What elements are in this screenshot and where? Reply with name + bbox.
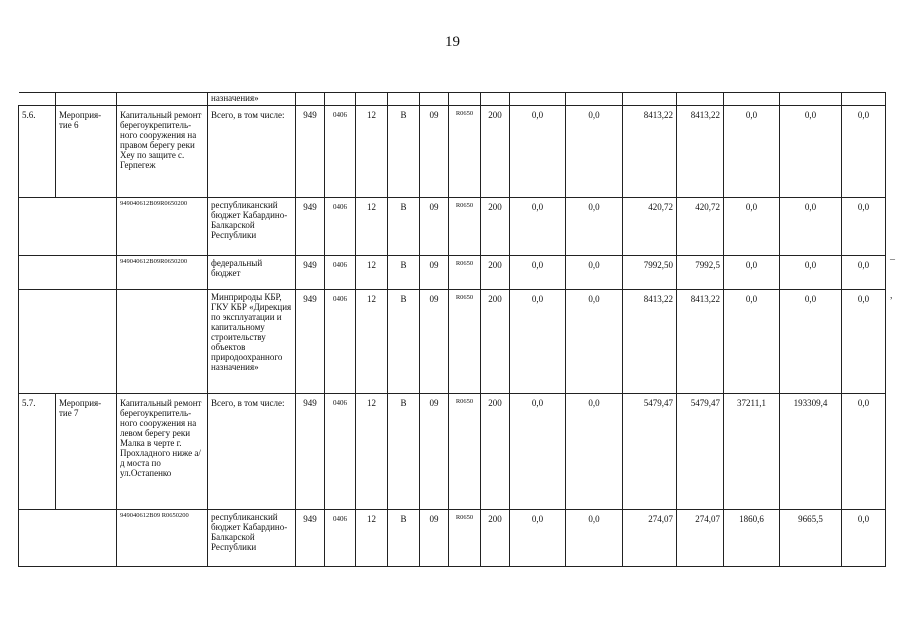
cell-c1: 949 [296,394,325,510]
cell-c7: 200 [481,198,510,256]
cell-c6: R0650 [449,510,481,567]
cell [724,93,780,106]
cell [677,93,724,106]
cell-v6: 0,0 [780,106,842,198]
cell-c4: В [388,256,420,290]
cell-c5: 09 [420,510,449,567]
cell-c3: 12 [356,198,388,256]
cell-c6: R0650 [449,394,481,510]
cell-c3: 12 [356,256,388,290]
cell [19,510,117,567]
table-row [19,394,886,510]
cell-v4: 8413,22 [677,106,724,198]
cell-v7: 0,0 [842,510,886,567]
cell-v2: 0,0 [566,394,623,510]
cell-c5: 09 [420,198,449,256]
cell-c5: 09 [420,394,449,510]
cell-id: 5.6. [19,106,56,198]
cell-c1: 949 [296,198,325,256]
cell-v1: 0,0 [510,106,566,198]
cell-v5: 0,0 [724,198,780,256]
cell-v2: 0,0 [566,106,623,198]
cell-v4: 8413,22 [677,290,724,394]
cell-c5: 09 [420,106,449,198]
cell [623,93,677,106]
cell-c7: 200 [481,290,510,394]
cell-title: Мероприя- тие 6 [56,106,117,198]
cell-c3: 12 [356,510,388,567]
table-row [19,198,886,256]
cell-code: 949040612В09R0650200 [117,198,208,256]
cell-v5: 37211,1 [724,394,780,510]
cell-c6: R0650 [449,290,481,394]
margin-mark: – [890,254,895,265]
cell [19,290,117,394]
cell [420,93,449,106]
cell-v3: 7992,50 [623,256,677,290]
cell-v3: 5479,47 [623,394,677,510]
cell-c4: В [388,198,420,256]
cell-c2: 0406 [325,394,356,510]
cell-c2: 0406 [325,510,356,567]
cell-v1: 0,0 [510,198,566,256]
cell-title: Мероприя- тие 7 [56,394,117,510]
cell-v1: 0,0 [510,290,566,394]
cell [19,256,117,290]
cell-v6: 0,0 [780,256,842,290]
cell [56,93,117,106]
margin-mark: , [890,290,893,301]
cell [449,93,481,106]
page-number: 19 [445,34,460,50]
table-row [19,93,886,106]
cell-c7: 200 [481,106,510,198]
cell-v3: 8413,22 [623,106,677,198]
cell-v6: 0,0 [780,198,842,256]
cell-v1: 0,0 [510,510,566,567]
cell-v7: 0,0 [842,394,886,510]
cell-c4: В [388,106,420,198]
cell-v7: 0,0 [842,198,886,256]
cell [842,93,886,106]
table-row [19,290,886,394]
cell [19,93,56,106]
cell-v3: 420,72 [623,198,677,256]
cell-v4: 420,72 [677,198,724,256]
cell-c1: 949 [296,510,325,567]
cell-v5: 0,0 [724,106,780,198]
cell-c2: 0406 [325,198,356,256]
cell-desc: Минприроды КБР, ГКУ КБР «Дирекция по эксплуатации и капитальному строительству объектов природоохранного назначения» [208,290,296,394]
cell-c4: В [388,290,420,394]
cell-c3: 12 [356,106,388,198]
cell-v2: 0,0 [566,256,623,290]
cell [388,93,420,106]
cell-v3: 274,07 [623,510,677,567]
cell-v2: 0,0 [566,510,623,567]
cell-v3: 8413,22 [623,290,677,394]
cell-v4: 7992,5 [677,256,724,290]
cell [19,198,117,256]
table-row [19,106,886,198]
cell-c6: R0650 [449,198,481,256]
cell-c1: 949 [296,256,325,290]
cell-c5: 09 [420,290,449,394]
cell-c7: 200 [481,394,510,510]
cell-v1: 0,0 [510,394,566,510]
cell-v4: 5479,47 [677,394,724,510]
cell [780,93,842,106]
cell-code: 949040612В09 R0650200 [117,510,208,567]
cell-c6: R0650 [449,256,481,290]
cell-v5: 1860,6 [724,510,780,567]
cell-c5: 09 [420,256,449,290]
cell [296,93,325,106]
cell-v6: 0,0 [780,290,842,394]
cell [117,290,208,394]
cell-v5: 0,0 [724,256,780,290]
cell-c7: 200 [481,510,510,567]
cell-c2: 0406 [325,106,356,198]
cell-c4: В [388,394,420,510]
table-row [19,510,886,567]
cell-desc: федеральный бюджет [208,256,296,290]
cell-v7: 0,0 [842,256,886,290]
cell-c3: 12 [356,290,388,394]
cell-code: 949040612В09R0650200 [117,256,208,290]
cell-desc: Всего, в том числе: [208,106,296,198]
cell-v1: 0,0 [510,256,566,290]
cell-desc: назначения» [208,93,296,106]
cell-c1: 949 [296,106,325,198]
cell-c1: 949 [296,290,325,394]
budget-table [18,92,886,567]
cell-v2: 0,0 [566,198,623,256]
cell-c7: 200 [481,256,510,290]
cell-c2: 0406 [325,256,356,290]
cell-v6: 193309,4 [780,394,842,510]
cell [566,93,623,106]
cell-c6: R0650 [449,106,481,198]
cell [481,93,510,106]
table-row [19,256,886,290]
cell-v7: 0,0 [842,106,886,198]
cell-v6: 9665,5 [780,510,842,567]
cell-name: Капитальный ремонт берегоукрепитель- ного сооружения на левом берегу реки Малка в черте г. Прохладного ниже а/д моста по ул.Остапенко [117,394,208,510]
cell-v4: 274,07 [677,510,724,567]
cell-c4: В [388,510,420,567]
cell-id: 5.7. [19,394,56,510]
cell-name: Капитальный ремонт берегоукрепитель- ного сооружения на правом берегу реки Хеу по защите с. Герпегеж [117,106,208,198]
cell-c2: 0406 [325,290,356,394]
cell-desc: республиканский бюджет Кабардино- Балкарской Республики [208,198,296,256]
cell-desc: Всего, в том числе: [208,394,296,510]
cell [117,93,208,106]
cell [510,93,566,106]
cell-c3: 12 [356,394,388,510]
cell [325,93,356,106]
cell-v5: 0,0 [724,290,780,394]
cell [356,93,388,106]
cell-desc: республиканский бюджет Кабардино- Балкарской Республики [208,510,296,567]
cell-v7: 0,0 [842,290,886,394]
cell-v2: 0,0 [566,290,623,394]
